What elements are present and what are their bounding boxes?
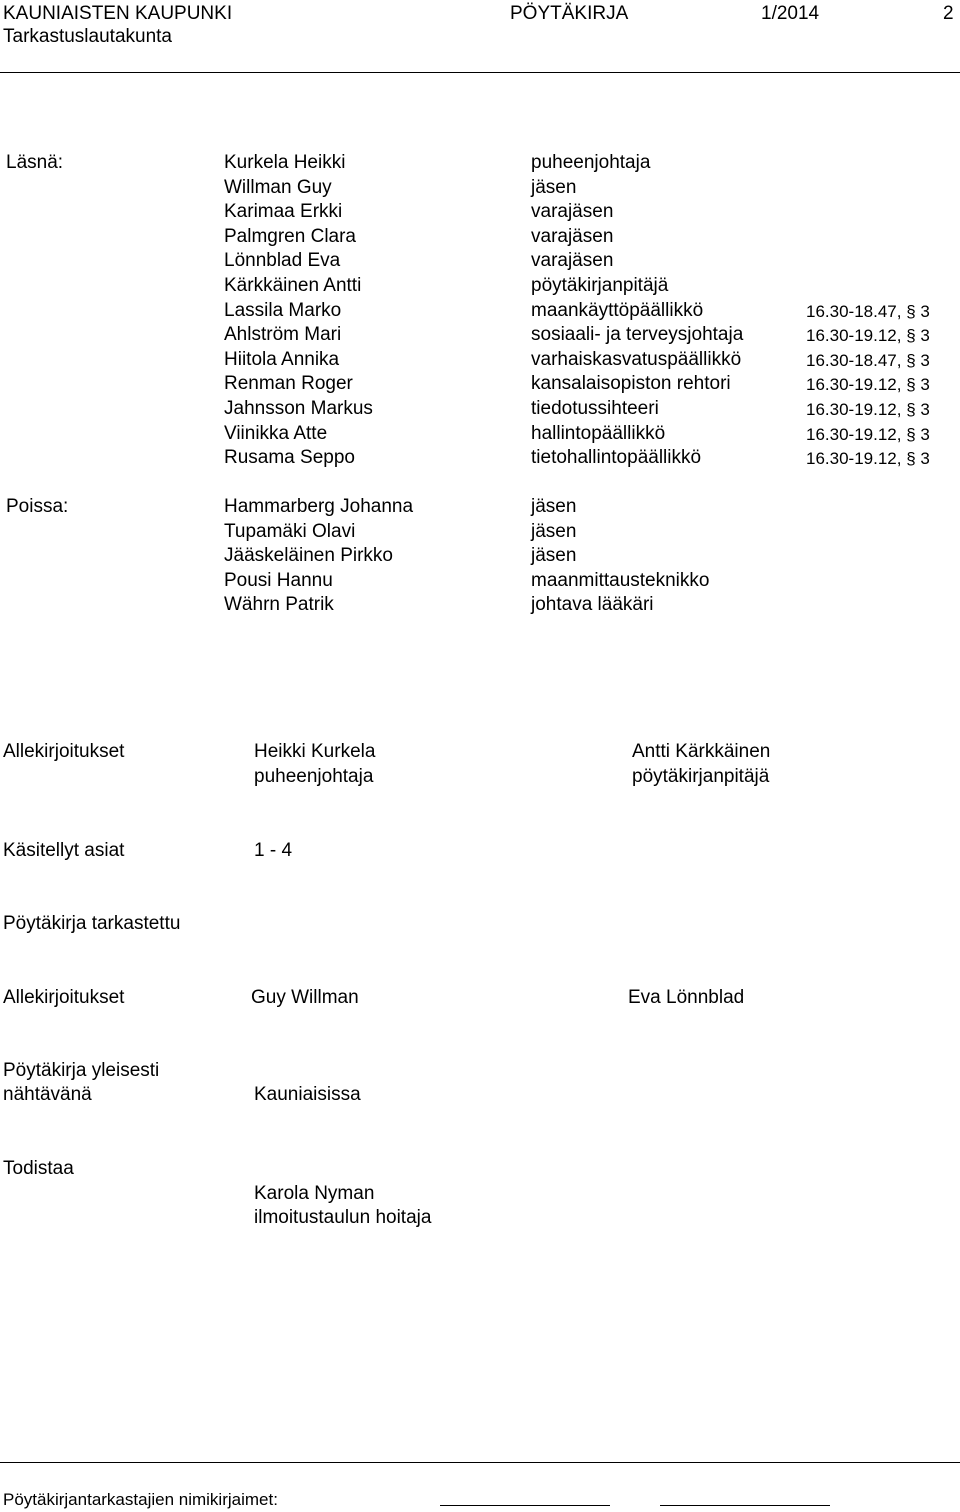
absent-role: jäsen xyxy=(531,545,577,567)
signatures-label: Allekirjoitukset xyxy=(3,741,125,762)
present-name: Jahnsson Markus xyxy=(224,398,373,419)
chair-title: puheenjohtaja xyxy=(254,766,374,787)
absent-name: Pousi Hannu xyxy=(224,569,333,591)
absent-role: johtava lääkäri xyxy=(531,594,654,616)
present-name: Renman Roger xyxy=(224,373,353,395)
org-name: KAUNIAISTEN KAUPUNKI xyxy=(3,3,233,24)
items-handled-label: Käsitellyt asiat xyxy=(3,840,125,861)
present-time: 16.30-18.47, § 3 xyxy=(806,350,930,370)
present-time: 16.30-19.12, § 3 xyxy=(806,424,930,444)
absent-name: Jääskeläinen Pirkko xyxy=(224,545,393,567)
present-role: varhaiskasvatuspäällikkö xyxy=(531,348,742,370)
present-role: kansalaisopiston rehtori xyxy=(531,373,731,395)
certify-label: Todistaa xyxy=(3,1158,74,1179)
present-name: Lönnblad Eva xyxy=(224,250,341,272)
checker2-name: Eva Lönnblad xyxy=(628,987,745,1008)
present-name: Karimaa Erkki xyxy=(224,201,343,223)
present-time: 16.30-19.12, § 3 xyxy=(806,326,930,346)
absent-label: Poissa: xyxy=(6,496,69,517)
present-name: Ahlström Mari xyxy=(224,324,342,346)
present-time: 16.30-19.12, § 3 xyxy=(806,400,930,419)
secretary-name: Antti Kärkkäinen xyxy=(632,741,771,762)
chair-name: Heikki Kurkela xyxy=(254,741,376,762)
present-name: Willman Guy xyxy=(224,176,332,198)
present-label: Läsnä: xyxy=(6,152,64,173)
present-name: Palmgren Clara xyxy=(224,225,356,247)
initials-line-1 xyxy=(440,1505,610,1506)
secretary-title: pöytäkirjanpitäjä xyxy=(632,766,770,787)
present-name: Rusama Seppo xyxy=(224,447,355,469)
present-role: varajäsen xyxy=(531,201,614,223)
present-name: Viinikka Atte xyxy=(224,422,328,444)
absent-name: Tupamäki Olavi xyxy=(224,520,356,542)
present-role: sosiaali- ja terveysjohtaja xyxy=(531,324,744,346)
doc-number: 1/2014 xyxy=(761,3,820,24)
absent-name: Währn Patrik xyxy=(224,594,334,616)
items-handled-value: 1 - 4 xyxy=(254,840,293,861)
present-role: hallintopäällikkö xyxy=(531,422,666,444)
present-time: 16.30-19.12, § 3 xyxy=(806,449,930,469)
absent-role: jäsen xyxy=(531,520,577,542)
initials-label: Pöytäkirjantarkastajien nimikirjaimet: xyxy=(3,1490,278,1509)
minutes-checked-label: Pöytäkirja tarkastettu xyxy=(3,913,181,934)
page-number: 2 xyxy=(943,3,954,24)
present-time: 16.30-18.47, § 3 xyxy=(806,301,930,321)
certify-name: Karola Nyman xyxy=(254,1183,375,1204)
present-role: puheenjohtaja xyxy=(531,152,651,173)
present-role: pöytäkirjanpitäjä xyxy=(531,275,669,296)
present-name: Hiitola Annika xyxy=(224,348,340,370)
board-name: Tarkastuslautakunta xyxy=(3,26,172,47)
doc-type: PÖYTÄKIRJA xyxy=(510,3,629,24)
header-divider xyxy=(0,72,960,73)
certify-title: ilmoitustaulun hoitaja xyxy=(254,1207,432,1228)
footer-divider xyxy=(0,1462,960,1463)
present-time: 16.30-19.12, § 3 xyxy=(806,375,930,395)
public-display-label-2: nähtävänä xyxy=(3,1084,92,1105)
present-name: Lassila Marko xyxy=(224,299,342,321)
absent-role: jäsen xyxy=(531,496,577,517)
public-display-place: Kauniaisissa xyxy=(254,1084,361,1105)
checker-signatures-label: Allekirjoitukset xyxy=(3,987,125,1008)
present-role: jäsen xyxy=(531,176,577,198)
present-role: tietohallintopäällikkö xyxy=(531,447,702,469)
present-role: tiedotussihteeri xyxy=(531,398,659,419)
present-name: Kurkela Heikki xyxy=(224,152,346,173)
present-role: maankäyttöpäällikkö xyxy=(531,299,704,321)
checker1-name: Guy Willman xyxy=(251,987,359,1008)
initials-line-2 xyxy=(660,1505,830,1506)
absent-role: maanmittausteknikko xyxy=(531,569,710,591)
present-role: varajäsen xyxy=(531,225,614,247)
public-display-label-1: Pöytäkirja yleisesti xyxy=(3,1060,160,1081)
absent-name: Hammarberg Johanna xyxy=(224,496,414,517)
present-role: varajäsen xyxy=(531,250,614,272)
present-name: Kärkkäinen Antti xyxy=(224,275,362,296)
